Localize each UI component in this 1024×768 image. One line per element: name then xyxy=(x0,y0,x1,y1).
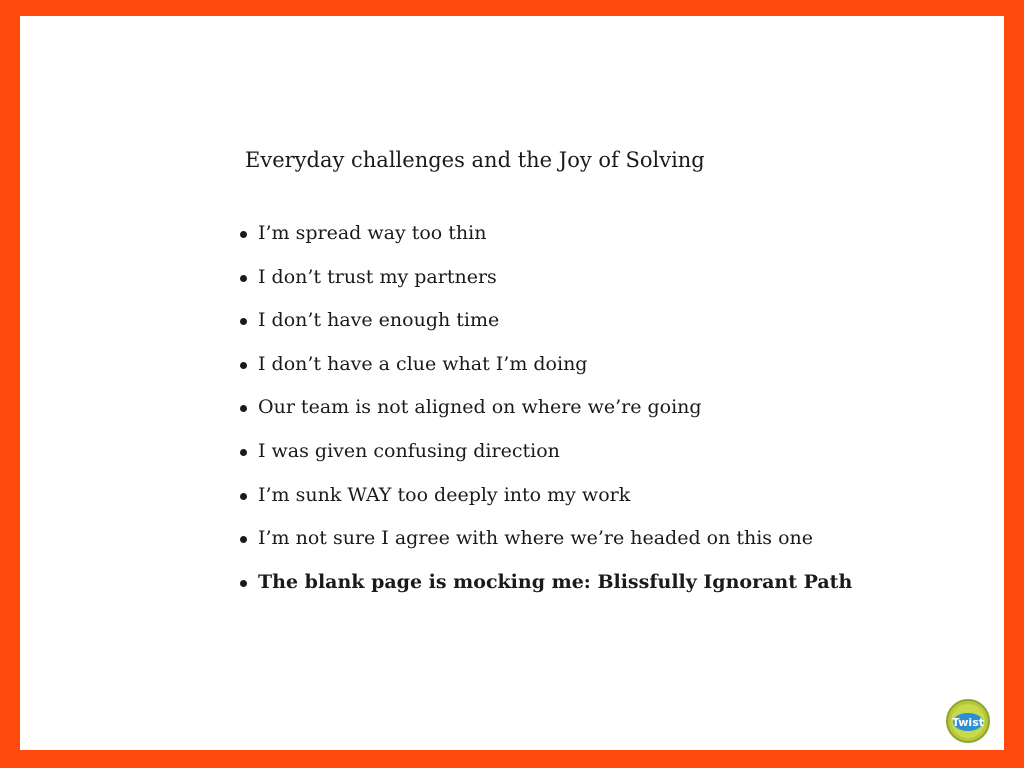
bullet-item xyxy=(236,390,852,434)
twist-logo-icon xyxy=(946,699,990,743)
bullet-item xyxy=(236,347,852,391)
bullet-text: I’m not sure I agree with where we’re headed on this one xyxy=(258,527,814,550)
bullet-list xyxy=(236,216,852,608)
bullet-dot-icon xyxy=(240,318,247,325)
bullet-item xyxy=(236,303,852,347)
slide-title: Everyday challenges and the Joy of Solving xyxy=(245,148,705,172)
bullet-text: I’m sunk WAY too deeply into my work xyxy=(258,483,631,506)
bullet-dot-icon xyxy=(240,405,247,412)
badge-text: Twist xyxy=(951,716,985,729)
bullet-text: The blank page is mocking me: Blissfully Ignorant Path xyxy=(258,570,853,593)
bullet-text: I’m spread way too thin xyxy=(258,222,487,244)
slide xyxy=(20,16,1004,750)
bullet-item xyxy=(236,478,852,522)
bullet-dot-icon xyxy=(240,580,247,587)
bullet-text: I was given confusing direction xyxy=(258,439,560,462)
bullet-dot-icon xyxy=(240,536,247,543)
bullet-dot-icon xyxy=(240,275,247,282)
bullet-dot-icon xyxy=(240,231,247,238)
bullet-item xyxy=(236,216,852,260)
bullet-text: Our team is not aligned on where we’re going xyxy=(258,396,702,419)
bullet-item xyxy=(236,434,852,478)
bullet-dot-icon xyxy=(240,493,247,500)
bullet-item-highlighted xyxy=(236,565,852,609)
bullet-text: I don’t have a clue what I’m doing xyxy=(258,352,588,375)
bullet-item xyxy=(236,260,852,304)
bullet-dot-icon xyxy=(240,449,247,456)
bullet-item xyxy=(236,521,852,565)
bullet-text: I don’t have enough time xyxy=(258,309,500,332)
bullet-dot-icon xyxy=(240,362,247,369)
bullet-text: I don’t trust my partners xyxy=(258,265,497,288)
